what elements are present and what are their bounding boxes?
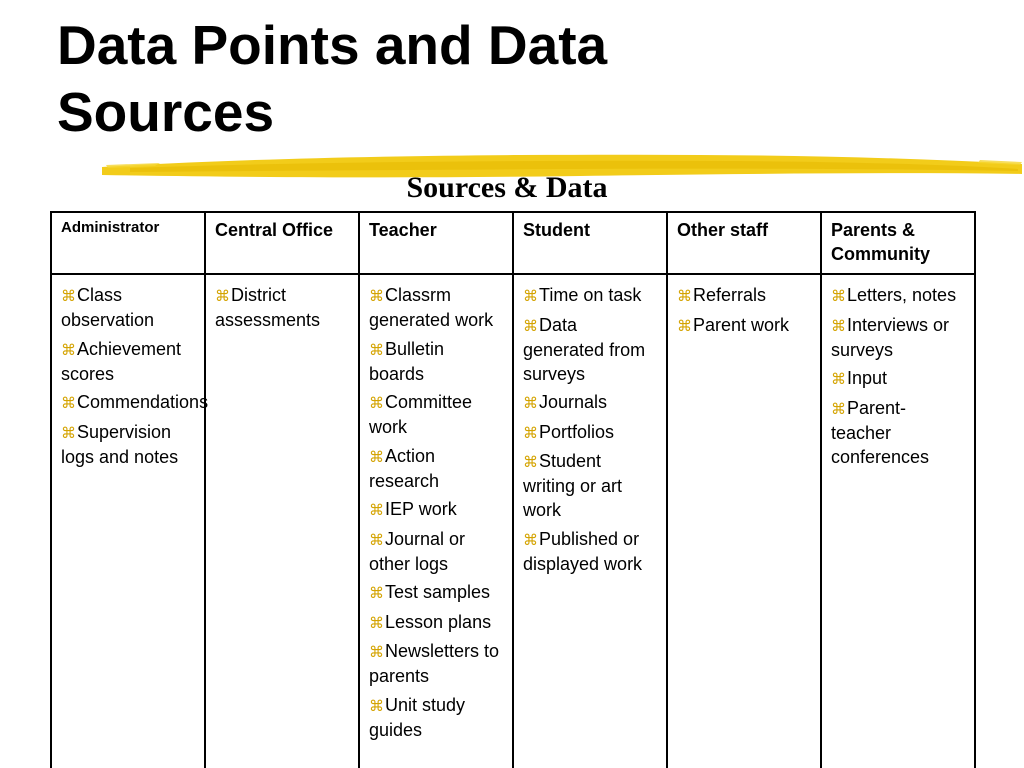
command-bullet-icon: ⌘ [831,316,846,335]
list-item [369,527,503,576]
command-bullet-icon: ⌘ [369,447,384,466]
list-item-text: Interviews or surveys [831,314,950,360]
list-item [61,283,195,332]
list-item [523,313,657,386]
command-bullet-icon: ⌘ [369,584,384,602]
command-bullet-icon: ⌘ [369,613,384,632]
list-item-text: Achievement scores [61,338,182,384]
command-bullet-icon: ⌘ [215,287,230,305]
list-item [523,449,657,522]
cell-other-staff [667,274,821,768]
command-bullet-icon: ⌘ [831,399,846,418]
list-item [215,283,349,332]
other-staff-item-list [677,283,811,338]
data-sources-table [50,211,976,768]
list-item-text: Lesson plans [385,611,492,632]
command-bullet-icon: ⌘ [61,423,76,442]
list-item-text: Test samples [385,582,491,602]
slide-title [57,12,857,146]
command-bullet-icon: ⌘ [369,696,384,715]
command-bullet-icon: ⌘ [523,453,538,471]
list-item-text: District assessments [215,285,321,330]
list-item [369,283,503,332]
list-item-text: Parent work [693,314,790,335]
central-office-item-list [215,283,349,332]
header-central-office: Central Office [205,212,359,274]
list-item [369,390,503,439]
table-body-row [51,274,975,768]
administrator-item-list [61,283,209,469]
list-item [61,337,195,386]
header-student: Student [513,212,667,274]
command-bullet-icon: ⌘ [523,316,538,335]
header-other-staff: Other staff [667,212,821,274]
command-bullet-icon: ⌘ [369,340,384,359]
list-item [369,580,503,605]
command-bullet-icon: ⌘ [831,287,846,305]
list-item [831,313,965,362]
command-bullet-icon: ⌘ [523,287,538,305]
list-item-text: Action research [369,445,440,491]
list-item [831,396,965,469]
list-item [523,420,657,445]
list-item-text: Time on task [539,285,642,305]
list-item-text: Supervision logs and notes [61,421,179,467]
list-item [831,366,965,391]
command-bullet-icon: ⌘ [61,340,76,359]
header-teacher: Teacher [359,212,513,274]
cell-student [513,274,667,768]
slide-title-line-2: Sources [57,81,275,143]
list-item-text: Input [847,368,888,388]
list-item-text: Parent-teacher conferences [831,397,930,467]
table-caption: Sources & Data [406,171,608,204]
list-item [369,497,503,522]
list-item-text: Classrm generated work [369,285,494,330]
command-bullet-icon: ⌘ [677,316,692,335]
list-item [369,337,503,386]
list-item-text: IEP work [385,499,457,519]
student-item-list [523,283,657,576]
list-item-text: Class observation [61,285,155,330]
command-bullet-icon: ⌘ [831,370,846,388]
command-bullet-icon: ⌘ [523,530,538,549]
list-item [677,283,811,308]
list-item-text: Referrals [693,285,767,305]
command-bullet-icon: ⌘ [61,394,76,412]
list-item [61,420,195,469]
teacher-item-list [369,283,503,742]
list-item-text: Committee work [369,392,473,437]
list-item-text: Portfolios [539,421,615,442]
parents-community-item-list [831,283,965,469]
list-item [523,390,657,415]
command-bullet-icon: ⌘ [369,530,384,549]
cell-teacher [359,274,513,768]
list-item-text: Student writing or art work [523,451,623,520]
cell-central-office [205,274,359,768]
list-item [369,693,503,742]
command-bullet-icon: ⌘ [677,287,692,305]
list-item-text: Published or displayed work [523,528,643,574]
header-parents-community: Parents & Community [821,212,975,274]
header-administrator: Administrator [51,212,205,274]
command-bullet-icon: ⌘ [369,394,384,412]
list-item [523,527,657,576]
list-item-text: Journal or other logs [369,528,466,574]
slide-title-line-1: Data Points and Data [57,14,608,76]
command-bullet-icon: ⌘ [369,501,384,519]
cell-administrator [51,274,209,768]
list-item-text: Journals [539,392,608,412]
command-bullet-icon: ⌘ [523,394,538,412]
list-item-text: Unit study guides [369,694,466,740]
table-header-row [51,212,975,274]
list-item [369,610,503,635]
command-bullet-icon: ⌘ [369,643,384,661]
list-item-text: Bulletin boards [369,338,445,384]
list-item-text: Newsletters to parents [369,641,500,686]
list-item [369,639,503,688]
cell-parents-community [821,274,975,768]
list-item [61,390,209,415]
list-item-text: Data generated from surveys [523,314,646,384]
list-item [523,283,657,308]
list-item [369,444,503,493]
list-item [831,283,965,308]
list-item-text: Letters, notes [847,285,957,305]
command-bullet-icon: ⌘ [523,423,538,442]
list-item [677,313,811,338]
command-bullet-icon: ⌘ [369,287,384,305]
command-bullet-icon: ⌘ [61,287,76,305]
list-item-text: Commendations [77,392,209,412]
